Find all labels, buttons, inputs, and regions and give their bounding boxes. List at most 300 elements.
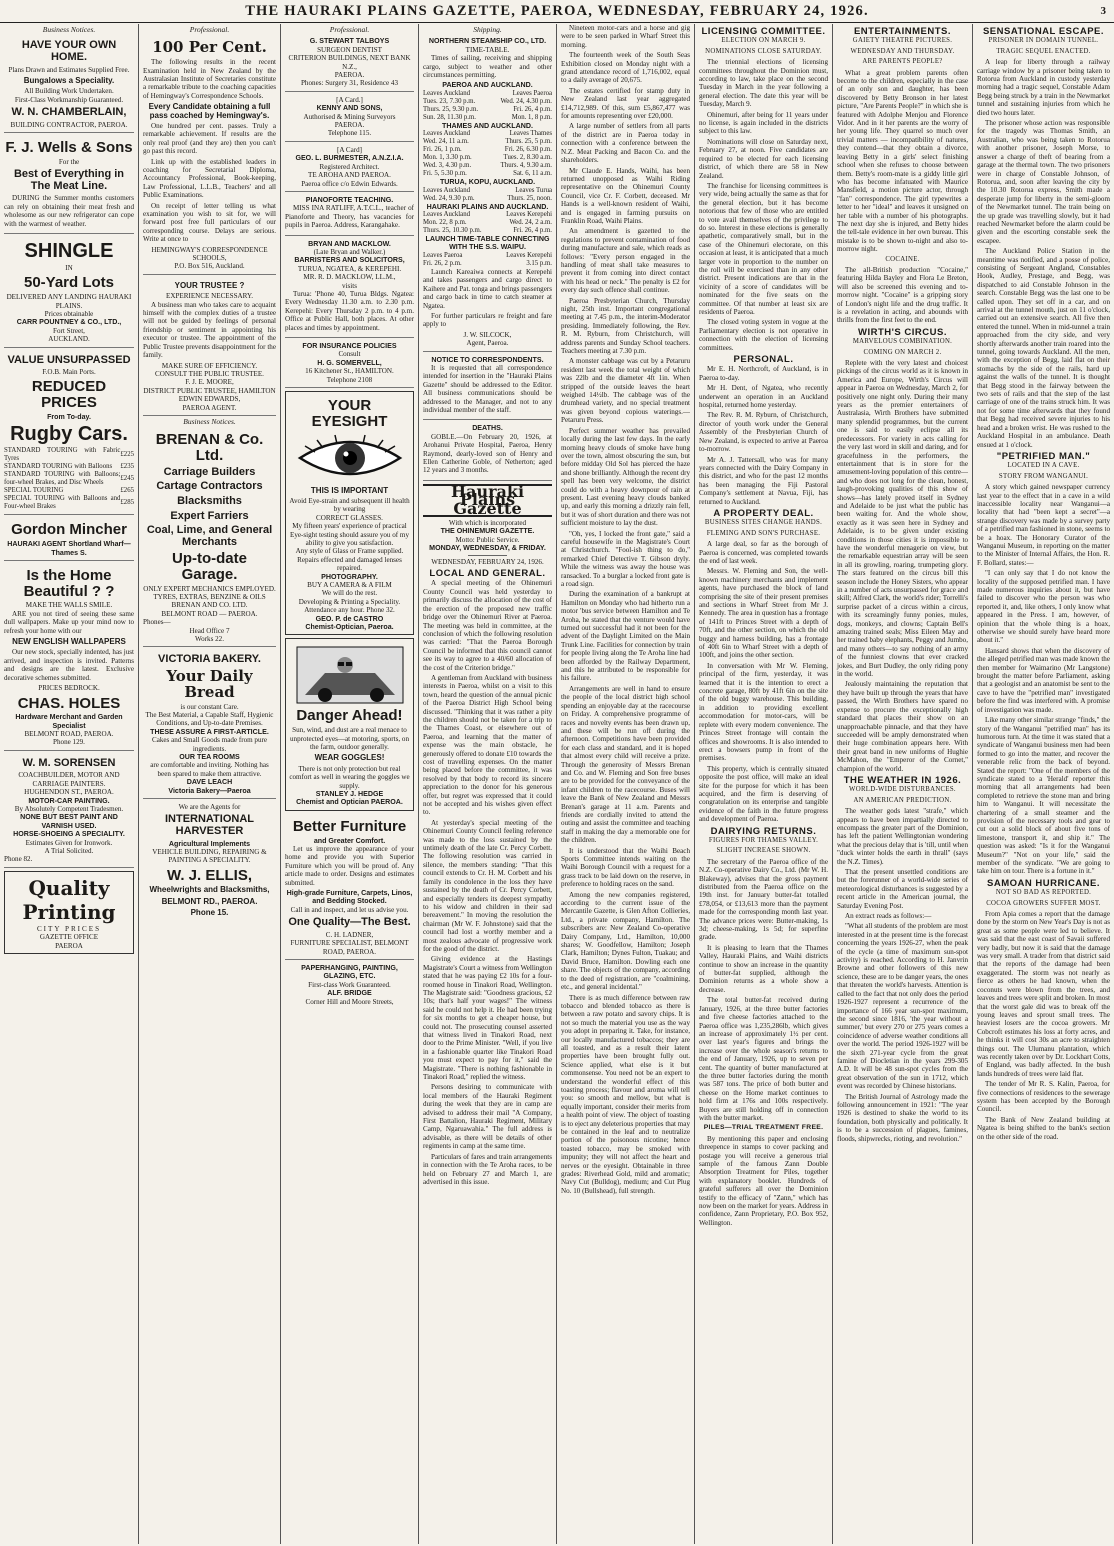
nameplate-date: WEDNESDAY, FEBRUARY 24, 1926. xyxy=(431,557,544,566)
article-paragraph: Mr H. Dent, of Ngatea, who recently underwent an operation in an Auckland hospital, returned home yesterday. xyxy=(699,384,828,410)
article-entertainments xyxy=(837,28,968,325)
article-paragraph: The Rev. R. M. Ryburn, of Christchurch, director of youth work under the General Assembly of the Presbyterian Church of New Zealand, is expected to arrive at Paeroa to-morrow. xyxy=(699,411,828,454)
advert-line: CORRECT GLASSES. xyxy=(316,513,383,522)
advert-line: FURNITURE SPECIALIST, BELMONT ROAD, PAEROA. xyxy=(290,939,409,956)
advert-line: High-grade Furniture, Carpets, Linos, and Bedding Stocked. xyxy=(286,889,413,906)
advert-line: Hardware Merchant and Garden Specialist xyxy=(15,713,123,730)
article-paragraph: Mr E. H. Northcroft, of Auckland, is in Paeroa to-day. xyxy=(699,365,828,382)
advert-line: Blacksmiths xyxy=(177,494,242,507)
advert-line: F. J. E. MOORE, xyxy=(185,378,234,387)
advert-line: ALF. BRIDGE xyxy=(327,989,372,998)
advert-body: Avoid Eye-strain and subsequent ill health by wearing xyxy=(289,496,410,514)
advert-line: C. H. LADNER, xyxy=(325,930,374,939)
article-paragraph: Arrangements are well in hand to ensure the people of the local district high school spending an enjoyable day at the racecourse on Friday. A comprehensive programme of races and novelty events has been drawn up, and these will be run off during the afternoon. Competitions have been provided for each class and standard, and it is hoped that almost every child will receive a prize. Through the generosity of Messrs Brenan and Co. and W. Fleming and Son free buses are to be provided for the conveyance of the infant children to the racecourse. Buses will leave the Bank of New Zealand and Messrs Brenan's garage at 11 a.m. Parents and friends are cordially invited to attend the outing and assist the committee and teaching staff in making the day a memorable one for the children. xyxy=(561,684,690,845)
advert-line: Consult xyxy=(338,350,361,359)
advert-wells xyxy=(4,135,134,234)
advert-line: Cartage Contractors xyxy=(156,480,263,493)
timetable-row xyxy=(423,154,552,162)
article-paragraph: A leap for liberty through a railway carriage window by a prisoner being taken to Rotorua from Auckland in custody yesterday morning had a tragic sequel, Constable Adam Begg being struck by a train in the Newmarket tunnel and sustaining injuries from which he died two hours later. xyxy=(977,58,1110,117)
advert-line: THESE ASSURE A FIRST-ARTICLE. xyxy=(150,727,269,736)
advert-title: GEO. L. BURMESTER, A.N.Z.I.A. xyxy=(295,154,404,163)
price-item: STANDARD TOURING with Balloons; four-wheel Brakes, and Disc Wheels xyxy=(4,471,121,487)
timetable-cell: Leaves Auckland xyxy=(423,186,470,194)
article-paragraph: The prisoner whose action was responsible for the tragedy was Thomas Smith, an Australian, who was being taken to Rotorua with another prisoner, Joseph Morse, to answer a charge of theft of bearing from a garage at the thermal town. The two prisoners were in charge of Constable Johnson, of Rotorua, and, soon after leaving the city by the 10.30 Rotorua express, Smith made a desperate jump for liberty in the semi-gloom of the Newmarket tunnel. The train being on the up grade was travelling slowly, but it had reached Newmarket before the alarm could be given and the escorting constable seek the escapee. xyxy=(977,119,1110,245)
timetable-cell: Tues. 23, 7.30 p.m. xyxy=(423,97,476,105)
advert-title: INTERNATIONAL HARVESTER xyxy=(164,813,254,837)
article-subheading: STORY FROM WANGANUI. xyxy=(998,472,1089,480)
advert-line: PRICES BEDROCK. xyxy=(38,684,100,693)
advert-body: On receipt of letter telling us what examination you wish to sit for, we will forward post free full particulars of our corresponding course. Delays are serious. Write at once to xyxy=(143,201,276,244)
advert-line: P.O. Box 516, Auckland. xyxy=(174,262,245,271)
advert-body: One hundred per cent. passes. Truly a remarkable achievement. If results are the only real proof (and they are) then you can't go past this record. xyxy=(143,121,276,156)
article-licensing xyxy=(699,28,828,352)
advert-line: [A Card] xyxy=(336,145,363,154)
advert-line: Corner Hill and Moore Streets, xyxy=(305,997,394,1006)
advert-title: 100 Per Cent. xyxy=(152,38,267,57)
article-heading: SAMOAN HURRICANE. xyxy=(987,877,1100,889)
price-row xyxy=(4,495,134,511)
timetable-heading: LAUNCH TIME-TABLE CONNECTING WITH THE S.S. WAIPU. xyxy=(425,235,550,252)
advert-title: KENNY AND SONS, xyxy=(316,104,383,113)
article-subheading: ARE PARENTS PEOPLE? xyxy=(862,58,943,66)
timetable xyxy=(423,252,552,268)
article-subheading: GAIETY THEATRE PICTURES. xyxy=(852,37,953,45)
timetable-cell: Fri. 5, 5.30 p.m. xyxy=(423,170,467,178)
advert-line: DAVE LEACH xyxy=(186,778,233,787)
advert-line: Attendance any hour. Phone 32. xyxy=(304,606,395,615)
article-paragraph: Mr Claude E. Hands, Waihi, has been returned unopposed as Waihi Riding representative on the Ohinemuri County Council, vice Cr. F. Corbett, deceased. Mr Hands is a well-known resident of Waihi, and is engaged in farming pursuits on Franklin Road, Waihi Plains. xyxy=(561,166,690,225)
advert-line: Telephone 2108 xyxy=(326,375,373,384)
article-paragraph: Among the new companies registered, according to the current issue of the Mercantile Gazette, is Glen Afton Collieries, Ltd., a private company, Hamilton. The subscribers are: New Zealand Co-operative Dairy Company, Ltd., Hamilton, 10,000 shares; W. Goodfellow, Hamilton; Joseph Clark, Hamilton; Dynes Fulton, Tuakau; and David Bruce, Hamilton. Dowling each one share. The objects of the company, according to the deed of registration, are "coalmining, etc., and general incidental." xyxy=(561,890,690,992)
price-item: STANDARD TOURING with Fabric Tyres xyxy=(4,447,121,463)
article-paragraph: "Oh, yes, I locked the front gate," said a careful housewife in the Magistrate's Court at Christchurch. "Fool-ish thing to do," remarked Chief Detective T. Gibson dryly. While the witness was away the house was ransacked. To a burglar a locked front gate is a road sign. xyxy=(561,529,690,588)
article-subheading: WEDNESDAY AND THURSDAY. xyxy=(850,47,955,55)
article-paragraph: Perfect summer weather has prevailed locally during the last few days. In the early morning heavy clouds of smoke have hung over the town, almost obscuring the sun, but before midday Old Sol has pierced the haze and shone brilliantly. Although the recent dry spell has been very welcome, the district could do with a heavy downpour of rain at present. Last evening heavy clouds banked up, and early this morning a drizzly rain fell, but it was of short duration and there was not sufficient moisture to lay the dust. xyxy=(561,426,690,528)
article-paragraph: A gentleman from Auckland with business interests in Paeroa, whilst on a visit to this town, heard the question of the annual picnic of the Paeroa District High School being discussed. "Thinking that it was rather a pity the children should not be taken for a trip to the Thames Coast, or elsewhere out of Paeroa, and learning that the matter of expense was the main obstacle, he generously offered to donate £10 towards the cost of travelling expenses. On the matter being placed before the committee, it was resolved by that body to record its sincere appreciation to the donor for his generous offer, but regret was expressed that it could not be accepted and his wishes given effect to. xyxy=(423,673,552,817)
advert-line: Expert Farriers xyxy=(170,509,249,522)
notice-body: It is requested that all correspondence intended for insertion in the "Hauraki Plains Gazette" should be addressed to the Editor. All business communications should be addressed to the Manager, and not to any individual member of the staff. xyxy=(423,363,552,414)
column-4 xyxy=(419,24,556,1544)
timetable-cell: Mon. 22, 8 p.m. xyxy=(423,219,467,227)
article-paragraph: What a great problem parents often become to the children, especially in the case of an only son and daughter, has been discovered by Betty Bronson in her latest picture, "Are Parents People?" in which she is featured with Adolphe Menjou and Florence Vidor. And in it her parents are the worry of her young life. They quarrel so much over trivial matters — incompatibility of natures, they contend—that they obtain a divorce, leaving Betty in a girls' select finishing school when she refuses to choose between them. Betty's room-mate is a giddy little girl who has become infatuated with Maurice Mansfield, a motion picture actor, through "fan" correspondence. The girl typewrites a letter to her "ideal" and leaves it unsigned on her table with a number of his photographs. The next day she is injured, and Betty hides the tell-tale evidence in her own bureau. This mistake is to be shown to-night and also to-morrow night. xyxy=(837,68,968,254)
page-number: 3 xyxy=(1100,5,1106,17)
timetable-row xyxy=(423,130,552,138)
timetable-cell: Wed. 3, 4.30 p.m. xyxy=(423,162,472,170)
advert-title: One Quality—The Best. xyxy=(288,916,411,929)
article-heading: THE WEATHER IN 1926. xyxy=(843,774,962,786)
advert-line: Victoria Bakery—Paeroa xyxy=(168,786,251,795)
advert-body: Our new stock, specially indented, has just arrived, and inspection is invited. Patterns and designs are the latest. Exclusive decorative schemes submitted. xyxy=(4,648,134,682)
advert-line: CONSULT THE PUBLIC TRUSTEE. xyxy=(155,369,264,378)
advert-line: BELMONT ROAD — PAEROA. xyxy=(161,609,258,618)
advert-line: ONLY EXPERT MECHANICS EMPLOYED. xyxy=(143,584,276,593)
article-paragraph: Nominations will close on Saturday next, February 27, at noon. Five candidates are required to be elected for each licensing district, of which there are 58 in New Zealand. xyxy=(699,137,828,180)
timetable-cell: Tues. 2, 8.30 a.m. xyxy=(503,154,552,162)
advert-line: TIME-TABLE. xyxy=(465,45,510,54)
advert-mincher xyxy=(4,517,134,561)
advert-line: VEHICLE BUILDING, REPAIRING & PAINTING A SPECIALITY. xyxy=(152,847,267,865)
advert-body: Link up with the established leaders in coaching for Secretarial Diploma, Accountancy Professional, Book-keeping, Law Professional, L.L.B., Teachers' and all Public Examinations. xyxy=(143,157,276,200)
advert-piles xyxy=(699,1124,828,1227)
timetable-cell: Leaves Turua xyxy=(515,186,552,194)
advert-line: By Absolutely Competent Tradesmen. xyxy=(14,805,124,814)
advert-line: Phones— xyxy=(143,618,171,627)
advert-line: Telephone 115. xyxy=(327,129,372,138)
advert-line: visits xyxy=(342,281,357,290)
advert-line: Fort Street, xyxy=(53,326,85,335)
advert-title: W. J. ELLIS, xyxy=(166,866,252,884)
column-2 xyxy=(139,24,280,1544)
advert-line: F.O.B. Main Ports. xyxy=(42,368,96,377)
column-6 xyxy=(695,24,832,1544)
article-subheading: ELECTION ON MARCH 9. xyxy=(721,37,806,45)
timetable-row xyxy=(423,227,552,235)
advert-trustee xyxy=(143,277,276,416)
timetable-cell: Thurs. 25, noon. xyxy=(507,194,552,202)
article-heading: WIRTH'S CIRCUS. xyxy=(858,326,947,338)
advert-body: For further particulars re freight and fare apply to xyxy=(423,311,552,329)
article-paragraph: Particulars of fares and train arrangements in connection with the Te Aroha races, to be held on February 27 and March 1, are advertised in this issue. xyxy=(423,1152,552,1186)
article-subheading: FLEMING AND SON'S PURCHASE. xyxy=(706,529,821,537)
advert-line: BRENAN AND CO. LTD. xyxy=(171,601,248,610)
article-paragraph: Hansard shows that when the discovery of the alleged petrified man was made known the then member for Waimarino (Mr Langstone) brought the matter before Parliament, asking that a geologist and an anatomist be sent to the cave to have the "petrified man" investigated before the find was interfered with. A promise of investigation was made. xyxy=(977,646,1110,714)
timetable-heading: PAEROA AND AUCKLAND. xyxy=(442,81,533,90)
article-subheading: COCOA GROWERS SUFFER MOST. xyxy=(986,899,1101,907)
notice-correspondents xyxy=(423,354,552,421)
advert-line: J. W. SILCOCK, xyxy=(463,330,512,339)
price-value: £235 xyxy=(120,463,134,471)
advert-title: VICTORIA BAKERY. xyxy=(158,653,261,666)
article-paragraph: The total butter-fat received during January, 1926, at the three butter factories and five cheese factories attached to the Paeroa office was 1,235,286lb, which gives an increase of approximately 1½ per cent. over last year's figures and brings the increase over the whole season's returns to the end of January, 1926, up to seven per cent. The quantity of butter manufactured at the three butter factories during the month was 587 tons. The price of both butter and cheese on the Home market continues to hold firm at 176s and 100s respectively. Buyers are still holding off in connection with the butter market. xyxy=(699,996,828,1122)
price-value: £225 xyxy=(120,451,134,459)
advert-talboys xyxy=(285,35,414,91)
advert-line: First-Class Workmanship Guaranteed. xyxy=(14,95,124,104)
article-paragraph: Paeroa Presbyterian Church, Thursday night, 25th inst. Important congregational meeting at 7.45 p.m., the interim-Moderator presiding. Immediately following, the Rev. R. M. Ryburn, from Christchurch, will address parents and Sunday School teachers. Teachers meeting at 7.30 p.m. xyxy=(561,296,690,356)
advert-rugby xyxy=(4,350,134,516)
advert-body: Sun, wind, and dust are a real menace to unprotected eyes—at motoring, sports, on the farm, outdoor generally. xyxy=(290,726,409,751)
timetable-cell: Fri. 26, 1 p.m. xyxy=(423,146,462,154)
advert-line: We are the Agents for xyxy=(178,803,241,811)
advert-bakery xyxy=(143,649,276,799)
advert-title: HAVE YOUR OWN HOME. xyxy=(21,39,117,63)
article-paragraph: At yesterday's special meeting of the Ohinemuri County Council feeling reference was made to the loss sustained by the untimely death of the late Cr. Percy Corbett. The following resolution was carried in silence, the members standing: "That this council extends to Cr. H. M. Corbett and his family its condolence in the loss they have sustained by the death of Cr. Percy Corbett, and especially tenders its deepest sympathy to his widow and children in their sad bereavement." In moving the resolution the chairman (Mr W. F. Johnstone) said that the council had lost a worthy member and a most zealous advocate of progressive work for the good of the district. xyxy=(423,818,552,953)
advert-line: BELMONT ROAD, PAEROA. xyxy=(24,730,114,739)
advert-line: NEW ENGLISH WALLPAPERS xyxy=(12,637,126,647)
article-paragraph: A monster cabbage was cut by a Petaruru resident last week the total weight of which was 22lb and the diameter 4ft 1in. When stripped of the outside leaves the heart weighed 14½lb. The cabbage was of the drumhead variety, and no special treatment was given beyond copious waterings.—Petaruru Press. xyxy=(561,357,690,425)
timetable-row xyxy=(423,162,552,170)
timetable-heading: THAMES AND AUCKLAND. xyxy=(442,121,533,130)
advert-line: For the xyxy=(58,157,80,166)
price-item: STANDARD TOURING with Balloons xyxy=(4,463,113,471)
section-heading: Professional. xyxy=(329,25,370,34)
advert-title: F. J. Wells & Sons xyxy=(5,139,133,157)
timetable-cell: Mon. 1, 3.30 p.m. xyxy=(423,154,472,162)
timetable-row xyxy=(423,90,552,98)
advert-title: PIANOFORTE TEACHING. xyxy=(305,195,394,204)
timetable-row xyxy=(423,98,552,106)
advert-line: Plans Drawn and Estimates Supplied Free. xyxy=(8,65,130,74)
notice-title: DEATHS. xyxy=(472,424,503,433)
article-heading: DAIRYING RETURNS. xyxy=(710,825,817,837)
timetable xyxy=(423,211,552,235)
advert-title: Better Furniture xyxy=(292,817,407,835)
article-paragraph: Replete with the very latest and choicest pickings of the circus world as it is known in America and Europe, Wirth's Circus will appear in Paeroa on Wednesday, March 2, for positively one night only. During their many years as the premier entertainers of Australasia, Wirth Brothers have submitted many splendid programmes, but the current one is said to easily eclipse all its predecessors. For variety in acts calling for the very last word in skill and daring, and for gracefulness in the performers, the entertainment that is in store for the amusement-loving population of this centre—and who does not long for the clean, honest, laugh-provoking qualities of this show of shows—has lately proved itself in Sydney and Adelaide to be just what the public has been waiting for. And the whole show, exactly as it was seen here in Sydney and Adelaide, is to be given under existing conditions in those cities it is impossible to have the wonderful menagerie on view, but the remarkable equestrian array will be seen in all its growling, roaring, trumpeting glory. The stars featured on the circus bill this season include the Honey Sisters, who appear in a number of acts unsurpassed for grace and skill; Alfred Clark, the world's rider; Torrelli's surprise packet of a circus within a circus, with its screamingly funny ponies, mules, dogs, monkeys, and clowns; Captain Bell's amazing trained seals; Miss Eileen May and her trained baby elephants, Peggy and Jumbo, and many others—to say nothing of an army of the funniest clowns that ever cracked jokes, and Burt Dudley, the only riding pony in the world. xyxy=(837,359,968,679)
timetable-row xyxy=(423,138,552,146)
article-subheading: LOCATED IN A CAVE. xyxy=(1007,462,1080,470)
article-subheading: BUSINESS SITES CHANGE HANDS. xyxy=(704,519,823,527)
article-subheading: COCAINE. xyxy=(885,255,920,263)
timetable-cell: Wed. 24, 9.30 p.m. xyxy=(423,194,475,202)
advert-line: Every Candidate obtaining a full pass coached by Hemingway's. xyxy=(148,102,271,120)
advert-line: STANLEY J. HEDGE xyxy=(315,790,384,798)
advert-line: is our constant Care. xyxy=(180,702,239,711)
advert-body: ARE you not tired of seeing these same dull wallpapers. Make up your mind now to refresh your home with our xyxy=(4,609,134,635)
advert-line: SURGEON DENTIST xyxy=(317,45,382,54)
advert-line: Agent, Paeroa. xyxy=(466,339,509,348)
gazette-nameplate xyxy=(423,481,552,566)
article-personal xyxy=(699,356,828,506)
advert-body: MISS INA RATLIFF, A.T.C.L., teacher of Pianoforte and Theory, has vacancies for pupils in Paeroa. Address, Karangahake. xyxy=(285,204,414,230)
advert-line: HUGHENDON ST., PAEROA. xyxy=(24,788,114,797)
article-paragraph: In conversation with Mr W. Fleming, principal of the firm, yesterday, it was learned that it is the intention to erect a concrete garage, 80ft by 41ft 6in on the site of the old buggy warehouse. This building, in addition to providing excellent accommodation for motor-cars, will be replete with every modern convenience. The Princes Street frontage will contain the offices and showrooms. It is also intended to erect a bowsers pump in front of the premises. xyxy=(699,661,828,763)
article-paragraph: Messrs. W. Fleming and Son, the well-known machinery merchants and implement agents, have purchased the block of land comprising the site of their present premises and sections in Wharf Street from Mr J. Kennedy. The area in question has a frontage of 141ft to Princes Street with a depth of 70ft, and the other section, on which the old buggy and harness building, has a frontage of 40ft 6in to Wharf Street with a depth of 100ft, and joins the other section. xyxy=(699,567,828,660)
advert-line: Phone 129. xyxy=(53,738,85,747)
advert-sorensen xyxy=(4,753,134,868)
advert-line: Phone 82. xyxy=(4,855,33,864)
advert-line: (Late Bryan and Walker.) xyxy=(313,247,386,256)
article-paragraph: A story which gained newspaper currency last year to the effect that in a cave in a wild inaccessible locality near Wanganui—a locality that had "been kept a secret"—a strange discovery was made by a survey party of a petrified man fashioned in stone, seems to be a hoax. The Honorary Curator of the Wanganui Museum, in reporting on the matter to the Minister of Internal Affairs, the Hon. R. F. Bollard, states:— xyxy=(977,483,1110,567)
timetable-row xyxy=(423,260,552,268)
timetable-row xyxy=(423,252,552,260)
article-paragraph: Persons desiring to communicate with local members of the Hauraki Regiment during the week that they are in camp are advised to address their mail "A Company, First Battalion, Hauraki Regiment, Military Camp, Ngaruawahia." The full address is advisable, as there will be details of other regiments in camp at the same time. xyxy=(423,1083,552,1151)
timetable-row xyxy=(423,114,552,122)
article-paragraph: "What all students of the problem are most interested in at the present time is the forecast concerning the years 1926-27, when the peak of the cycle (a time of maximum sun-spot activity) is reached. According to H. Janvrin Browne and other followers of this new science, these are to be danger years, the ones that threaten the world's harvests. Attention is called to the fact that not only does the period 1926-1927 represent a recurrence of the importance of 166 year sun-spot maximum, the second since 1816, 'the year without a summer,' but every 270 or 275 years comes a coincidence of adverse weather conditions all over the world. The period 1926-1927 will be the sixth 271-year cycle from the great famine of Diocletian in the years 299-305 A.D. It will be 48 sun-spot cycles from the great observation of the sun in 1712, which event was recorded by Chinese historians. xyxy=(837,922,968,1091)
advert-body: Launch Kareaiwa connects at Kerepehi and takes passengers and cargo direct to Kaihere and Pat. tonga and brings passengers and cargo back in time to catch steamer at Ngatea. xyxy=(423,267,552,310)
article-paragraph: An extract reads as follows:— xyxy=(845,912,932,921)
timetable-cell: Leaves Kerepehi xyxy=(506,211,552,219)
advert-kenny xyxy=(285,94,414,142)
advert-line: GEO. P. de CASTRO xyxy=(315,614,384,623)
advert-line: HAURAKI AGENT Shortland Wharf—Thames S. xyxy=(7,540,131,557)
advert-line: DELIVERED ANY LANDING HAURAKI PLAINS. xyxy=(6,293,132,310)
article-paragraph: From Apia comes a report that the damage done by the storm on New Year's Day is not as great as some people were led to believe. It was said that the east coast of Savaii suffered very badly, but now it is said that the damage was very small. A trader from that district said that the reports of the damage had been exaggerated. The storm was not nearly as fierce as others he had known, when the coconuts were blown from the trees, and leaves and trees were split and broken. In most that the worst gale did was to break off the young leaves and sprout small trees. The heaviest losers are the cocoa growers. Mr Cobcroft estimates his loss at forty acres, and he thinks it will cost 30s an acre to straighten things out. The Ulumanu plantation, which was recently taken over by Dr. Lockhart Cotts, of England, was badly affected. In the bush lands hundreds of trees were laid flat. xyxy=(977,910,1110,1078)
timetable-heading: HAURAKI PLAINS AND AUCKLAND. xyxy=(426,202,549,211)
nameplate-line: MONDAY, WEDNESDAY, & FRIDAY. xyxy=(429,544,546,553)
advert-line: Cakes and Small Goods made from pure ingredients. xyxy=(151,736,268,753)
advert-line: PHOTOGRAPHY. xyxy=(321,572,378,581)
advert-body: DURING the Summer months customers can rely on obtaining their meat fresh and wholesome as our new refrigerator can cope with the warmest of weather. xyxy=(4,194,134,228)
advert-line: From To-day. xyxy=(47,412,91,421)
advert-body: Let us improve the appearance of your home and provide you with Superior Furniture which you will be proud of. Any article made to order. Designs and estimates submitted. xyxy=(285,844,414,887)
timetable xyxy=(423,90,552,122)
article-paragraph: It is understood that the Waihi Beach Sports Committee intends waiting on the Waihi Borough Council with a request for a grass track to be laid down on the reserve, in preference to holding races on the sand. xyxy=(561,846,690,889)
advert-line: NONE BUT BEST PAINT AND VARNISH USED. xyxy=(20,813,118,830)
timetable-cell: Wed. 24, 2 a.m. xyxy=(509,219,552,227)
deaths-notice xyxy=(423,422,552,480)
advert-title: Printing xyxy=(22,899,116,924)
article-escape xyxy=(977,28,1110,449)
advert-name: W. N. CHAMBERLAIN, xyxy=(11,106,127,119)
timetable-cell: Sun. 28, 11.30 p.m. xyxy=(423,113,476,121)
advert-line: HORSE-SHOEING A SPECIALITY. xyxy=(13,830,125,839)
timetable-cell: Fri. 26, 4 p.m. xyxy=(513,105,552,113)
article-paragraph: The fourteenth week of the South Seas Exhibition closed on Monday night with a grand attendance record of 1,716,002, equal to a daily average of 20,675. xyxy=(561,51,690,85)
advert-line: Coal, Lime, and General Merchants xyxy=(146,524,273,548)
advert-line: Call in and inspect, and let us advise you. xyxy=(290,905,409,914)
advert-line: MAKE THE WALLS SMILE. xyxy=(25,601,113,610)
advert-macklow xyxy=(285,238,414,338)
advert-line: and Greater Comfort. xyxy=(313,836,386,845)
article-paragraph: The triennial elections of licensing committees throughout the Dominion must, according to law, take place on the second Tuesday in March in the year following a general election. The date this year will be Tuesday, March 9. xyxy=(699,58,828,109)
price-row xyxy=(4,471,134,487)
advert-line: MAKE SURE OF EFFICIENCY. xyxy=(161,361,258,370)
advert-line: WEAR GOGGLES! xyxy=(314,753,385,763)
advert-line: Chemist and Optician PAEROA. xyxy=(296,798,403,807)
advert-body: Turua: 'Phone 40, Turua Bldgs. Ngatea: Every Wednesday 11.30 a.m. to 2.30 p.m. Kerepehi: Every Thursday 2 p.m. to 4 p.m. Office at Public Hall, both places. At other places and times by appointment. xyxy=(285,289,414,332)
article-subheading: NOT SO BAD AS REPORTED. xyxy=(995,889,1092,897)
article-paragraph: The closed voting system in vogue at the Parliamentary election is not operative in connection with the election of licensing committees. xyxy=(699,318,828,352)
timetable-cell: Thurs. 25, 9.30 p.m. xyxy=(423,105,479,113)
advert-body: A business man who takes care to acquaint himself with the complex duties of a trustee will not be guided by feelings of personal friendship or sentiment in appointing his executor or trustee. The appointment of the Public Trustee prevents disappointment for the family. xyxy=(143,300,276,360)
article-paragraph: The franchise for licensing committees is very wide, being actually the same as that for the general election, but it has become notorious that few of those who are entitled to vote avail themselves of the privilege to do so. Interest in these elections is generally apathetic, comparatively small, but in the case of the Ohinemuri electorate, on this occasion at least, it is anticipated that a much larger vote in proportion to the number on the roll will be exercised than in any other district. Present indications are that in the vicinity of a score of candidates will be nominated for the five seats on the committee. Of that number at least six are residents of Paeroa. xyxy=(699,181,828,316)
advert-title: REDUCED PRICES xyxy=(31,378,107,412)
section-heading: Shipping. xyxy=(473,25,502,34)
timetable-row xyxy=(423,106,552,114)
advert-bridge xyxy=(285,962,414,1009)
notice-title: NOTICE TO CORRESPONDENTS. xyxy=(431,355,544,364)
section-heading: Professional. xyxy=(189,25,230,34)
advert-title: BRYAN AND MACKLOW. xyxy=(308,239,391,248)
advert-line: EDWIN EDWARDS, xyxy=(178,395,241,404)
article-dairying xyxy=(699,825,828,1123)
nameplate-line: Motto: Public Service. xyxy=(455,535,520,544)
advert-line: 16 Kitchener St., HAMILTON. xyxy=(305,367,394,376)
advert-line: Prices obtainable xyxy=(44,309,94,318)
advert-line: Developing & Printing a Speciality. xyxy=(298,597,401,606)
article-paragraph: The estates certified for stamp duty in New Zealand last year aggregated £14,712,989. Of this, sum £5,867,477 was for amounts representing over £20,000. xyxy=(561,86,690,121)
nameplate-line: THE OHINEMURI GAZETTE. xyxy=(440,527,535,536)
article-paragraph: Ohinemuri, after being for 11 years under no license, is again included in the districts subject to this law. xyxy=(699,110,828,136)
advert-body: The following results in the recent Examination held in New Zealand by the Australasian Institute of Secretaries constitute a remarkable tribute to the coaching capacities of Hemingway's Correspondence Schools. xyxy=(143,58,276,100)
advert-shingle xyxy=(4,236,134,348)
timetable-row xyxy=(423,211,552,219)
advert-line: PAEROA. xyxy=(334,71,365,80)
timetable-cell: Fri. 26, 2 p.m. xyxy=(423,259,462,267)
timetable-heading: TURUA, KOPU, AUCKLAND. xyxy=(439,178,536,187)
advert-line: Estimates Given for Ironwork. xyxy=(25,838,113,847)
article-paragraph: The secretary of the Paeroa office of the N.Z. Co-operative Dairy Co., Ltd. (Mr W. H. Blakeway), advises that the gross payment distributed from the Paeroa office on the 19th inst. for January butter-fat totalled £78,054, or £13,613 more than the payment made for the corresponding month last year. The advance prices were: Butter-making, 1s 3d; cheese-making, 1s 5d; for superfine grade. xyxy=(699,857,828,942)
advert-line: Wheelwrights and Blacksmiths, xyxy=(149,885,270,895)
timetable xyxy=(423,130,552,178)
article-weather xyxy=(837,774,968,1143)
article-local xyxy=(423,570,552,1186)
price-row xyxy=(4,487,134,495)
article-paragraph: A special meeting of the Ohinemuri County Council was held yesterday to primarily discuss the allocation of the cost of the erection of the proposed new traffic bridge over the Ohinemuri River at Paeroa. The meeting was held in committee, at the conclusion of which the following resolution was carried: "That the Paeroa Borough Council be informed that this council cannot see its way to agree to a 40/60 allocation of the cost of the Criterion bridge." xyxy=(423,579,552,672)
advert-printing xyxy=(4,871,134,954)
advert-line: MR. R. D. MACKLOW, LL.M., xyxy=(303,273,396,282)
advert-title: PILES—TRIAL TREATMENT FREE. xyxy=(703,1124,824,1132)
timetable-cell: Sat. 6, 11 a.m. xyxy=(513,170,552,178)
advert-line: Paeroa office c/o Edwin Edwards. xyxy=(301,179,398,188)
advert-title: Rugby Cars. xyxy=(10,423,128,446)
article-paragraph: Mr A. J. Tattersall, who was for many years connected with the Dairy Company in this district, and who for the past 12 months has been managing the Fiji Pastoral Company's settlement at Navua, Fiji, has returned to Auckland. xyxy=(699,455,828,506)
timetable-row xyxy=(423,146,552,154)
advert-line: BELMONT RD., PAEROA. xyxy=(161,896,258,906)
article-wirth xyxy=(837,326,968,773)
advert-line: PAEROA. xyxy=(334,121,365,130)
article-heading: SENSATIONAL ESCAPE. xyxy=(982,26,1105,37)
article-paragraph: During the examination of a bankrupt at Hamilton on Monday who had hitherto run a motor 'bus service between Hamilton and Te Aroha, he stated that the venture would have turned out successful had it not been for the advent of the Daylight Limited on the Main Trunk Line. Facilities for connection by train for people living along the Te Aroha line had been afforded by the Railway Department, and this he attributed to be responsible for his failure. xyxy=(561,590,690,683)
timetable xyxy=(423,187,552,203)
advert-line: PAEROA AGENT. xyxy=(182,403,237,412)
column-1 xyxy=(0,24,138,1544)
advert-title: W. M. SORENSEN xyxy=(22,756,116,769)
article-paragraph: A large deal, so far as the borough of Paeroa is concerned, was completed towards the end of last week. xyxy=(699,540,828,565)
advert-hedge xyxy=(285,638,414,810)
article-heading: ENTERTAINMENTS. xyxy=(853,26,952,37)
advert-line: Agricultural Implements xyxy=(168,839,251,848)
advert-title: Quality xyxy=(28,875,110,900)
advert-line: Authorised & Mining Surveyors xyxy=(303,112,396,121)
advert-ellis xyxy=(143,801,276,923)
advert-line: HEMINGWAY'S CORRESPONDENCE SCHOOLS, xyxy=(151,245,268,263)
advert-line: IN xyxy=(65,263,73,272)
article-heading: PERSONAL. xyxy=(733,354,794,366)
article-paragraph: It is pleasing to learn that the Thames Valley, Hauraki Plains, and Waihi districts continue to show an increase in the quantity of butter-fat supplied, although the Dominion returns as a whole show a decrease. xyxy=(699,943,828,994)
advert-line: [A Card.] xyxy=(336,95,363,104)
article-subheading: SLIGHT INCREASE SHOWN. xyxy=(716,847,811,855)
masthead-title: THE HAURAKI PLAINS GAZETTE, PAEROA, WEDNESDAY, FEBRUARY 24, 1926. xyxy=(245,3,869,19)
advert-line: BUILDING CONTRACTOR, PAEROA. xyxy=(10,120,128,129)
advert-line: Phone 15. xyxy=(190,908,229,918)
article-subheading: WORLD-WIDE DISTURBANCES. xyxy=(849,786,956,794)
price-value: £245 xyxy=(120,475,134,483)
advert-title: NORTHERN STEAMSHIP CO., LTD. xyxy=(428,37,547,46)
advert-somervell xyxy=(285,340,414,388)
advert-line: A Trial Solicited. xyxy=(44,847,94,856)
article-subheading: NOMINATIONS CLOSE SATURDAY. xyxy=(705,47,822,55)
advert-title: Danger Ahead! xyxy=(296,707,403,725)
timetable-cell: Leaves Paeroa xyxy=(512,89,552,97)
advert-line: Registered Architect. xyxy=(319,162,380,171)
advert-title: YOUR EYESIGHT xyxy=(311,397,388,430)
article-subheading: COMING ON MARCH 2. xyxy=(863,348,942,356)
timetable-cell: Wed. 24, 4.30 p.m. xyxy=(500,97,552,105)
article-heading: "PETRIFIED MAN." xyxy=(996,450,1091,462)
advert-line: THIS IS IMPORTANT xyxy=(310,485,389,495)
nameplate-line: With which is incorporated xyxy=(448,519,527,528)
advert-piano xyxy=(285,194,414,236)
article-subheading: TRAGIC SEQUEL ENACTED. xyxy=(996,47,1091,55)
advert-line: H. G. SOMERVELL, xyxy=(317,358,382,367)
timetable-row xyxy=(423,187,552,195)
advert-line: Bungalows a Speciality. xyxy=(23,75,115,85)
advert-line: First-class Work Guaranteed. xyxy=(308,980,391,989)
article-paragraph: That the present unsettled conditions are but the forerunner of a world-wide series of meteorological disturbances is suggested by a recent article in the American journal, the Saturday Evening Post. xyxy=(837,868,968,910)
timetable-cell: Mon. 1, 8 p.m. xyxy=(511,113,552,121)
timetable-cell: Fri. 26, 4 p.m. xyxy=(513,227,552,235)
article-heading: LICENSING COMMITTEE. xyxy=(701,26,826,37)
advert-title: Is the Home Beautiful ? ? xyxy=(23,566,115,600)
advert-burmester xyxy=(285,144,414,192)
advert-line: PAEROA xyxy=(55,941,83,950)
timetable-cell: Leaves Auckland xyxy=(423,130,470,138)
advert-line: DISTRICT PUBLIC TRUSTEE, HAMILTON xyxy=(143,386,276,395)
advert-line: CRITERION BUILDINGS, NEXT BANK N.Z., xyxy=(288,54,411,71)
advert-title: Your Daily Bread xyxy=(166,667,253,701)
advert-line: TE AROHA AND PAEROA. xyxy=(308,171,391,180)
article-paragraph: The Auckland Police Station in the meantime was notified, and a posse of police, consisting of Sergeant Angland, Constables Hook, Audley, Prestage, and Begg, was dispatched to aid Constable Johnson in the search. Constable Begg was the last one to be called upon. They set off in a car, and on arrival at the tunnel mouth, just on 11 o'clock, carried out an extensive search. All five then entered the tunnel. When in mid-tunnel a train approached from the city side, and very shortly afterwards another train roared into the tunnel, going towards Auckland. All the men, with the exception of Begg, laid flat on their stomachs by the side of the rails, hard up against the walls of the tunnel. It is thought that Begg stood in the fairway between the two sets of rails and that the step of the last carriage of one of the trains struck him. It was not for some time afterwards that they found that Begg had received severe injuries to his head and a broken wrist. He was rushed to the Auckland Hospital in an ambulance. Death ensued at 1 o'clock. xyxy=(977,247,1110,449)
